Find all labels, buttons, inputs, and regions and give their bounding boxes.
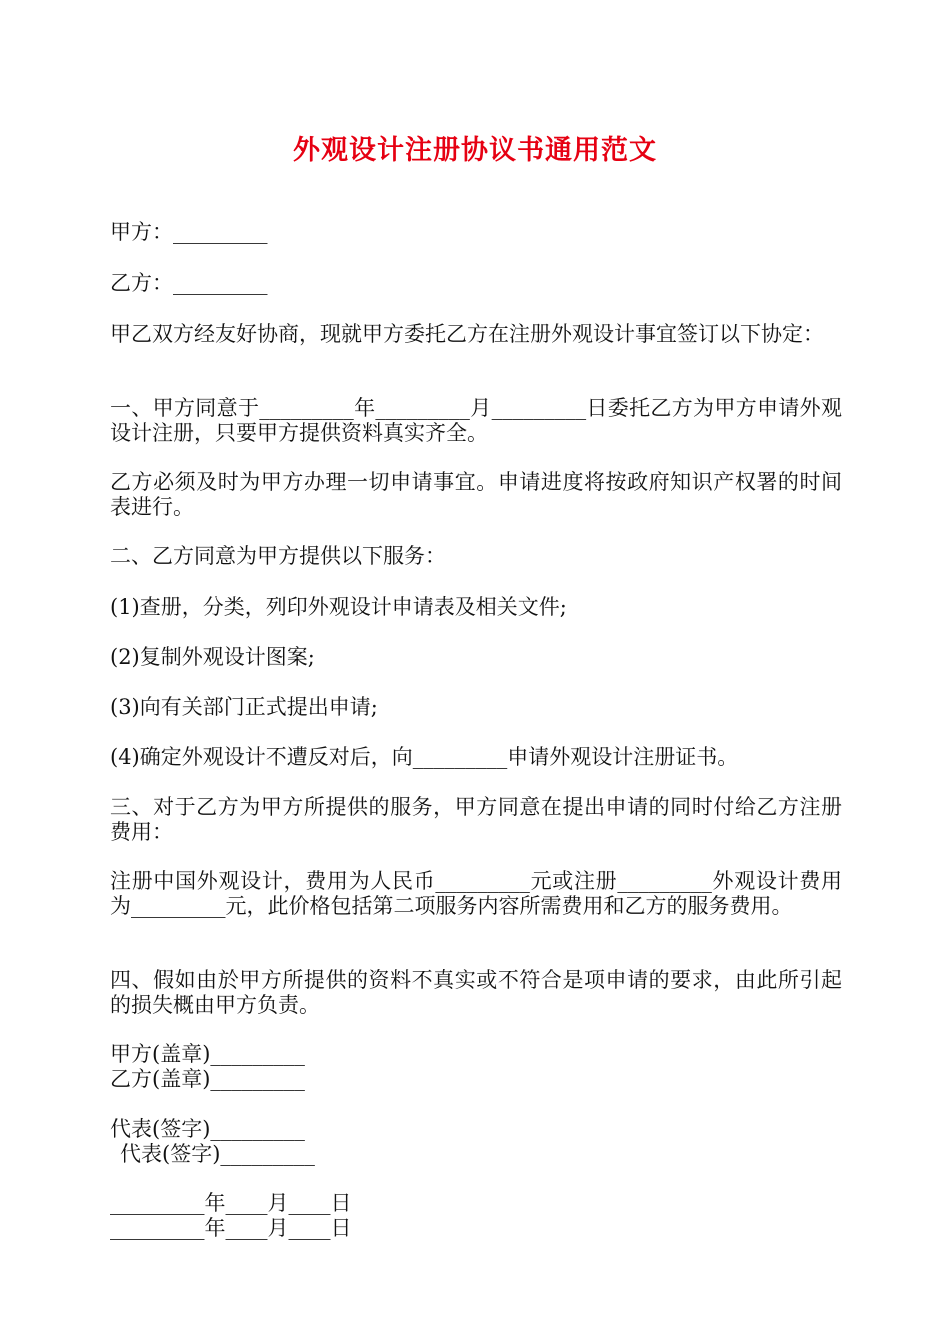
clause-1: 一、甲方同意于_________年_________月_________日委托乙方为甲方申请外观设计注册，只要甲方提供资料真实齐全。 (110, 396, 842, 445)
intro-paragraph: 甲乙双方经友好协商，现就甲方委托乙方在注册外观设计事宜签订以下协定： (110, 322, 824, 346)
clause-3: 三、对于乙方为甲方所提供的服务，甲方同意在提出申请的同时付给乙方注册费用： (110, 795, 842, 844)
clause-2: 二、乙方同意为甲方提供以下服务： (110, 544, 446, 568)
party-a-line: 甲方：_________ (110, 220, 268, 244)
document-title: 外观设计注册协议书通用范文 (293, 135, 657, 166)
clause-4: 四、假如由於甲方所提供的资料不真实或不符合是项申请的要求，由此所引起的损失概由甲方负责。 (110, 968, 842, 1017)
party-b-seal: 乙方(盖章)_________ (110, 1067, 305, 1091)
service-item-3: (3)向有关部门正式提出申请; (110, 695, 378, 719)
service-item-4: (4)确定外观设计不遭反对后，向_________申请外观设计注册证书。 (110, 745, 739, 769)
clause-1-continued: 乙方必须及时为甲方办理一切申请事宜。申请进度将按政府知识产权署的时间表进行。 (110, 470, 842, 519)
service-item-2: (2)复制外观设计图案; (110, 645, 315, 669)
party-a-date: _________年____月____日 (110, 1191, 352, 1215)
fee-paragraph: 注册中国外观设计，费用为人民币_________元或注册_________外观设计费用为_________元，此价格包括第二项服务内容所需费用和乙方的服务费用。 (110, 869, 842, 918)
party-a-representative: 代表(签字)_________ (110, 1117, 305, 1141)
party-b-line: 乙方：_________ (110, 271, 268, 295)
party-a-seal: 甲方(盖章)_________ (110, 1042, 305, 1066)
service-item-1: (1)查册，分类，列印外观设计申请表及相关文件; (110, 595, 567, 619)
party-b-representative: 代表(签字)_________ (120, 1142, 315, 1166)
party-b-date: _________年____月____日 (110, 1216, 352, 1240)
